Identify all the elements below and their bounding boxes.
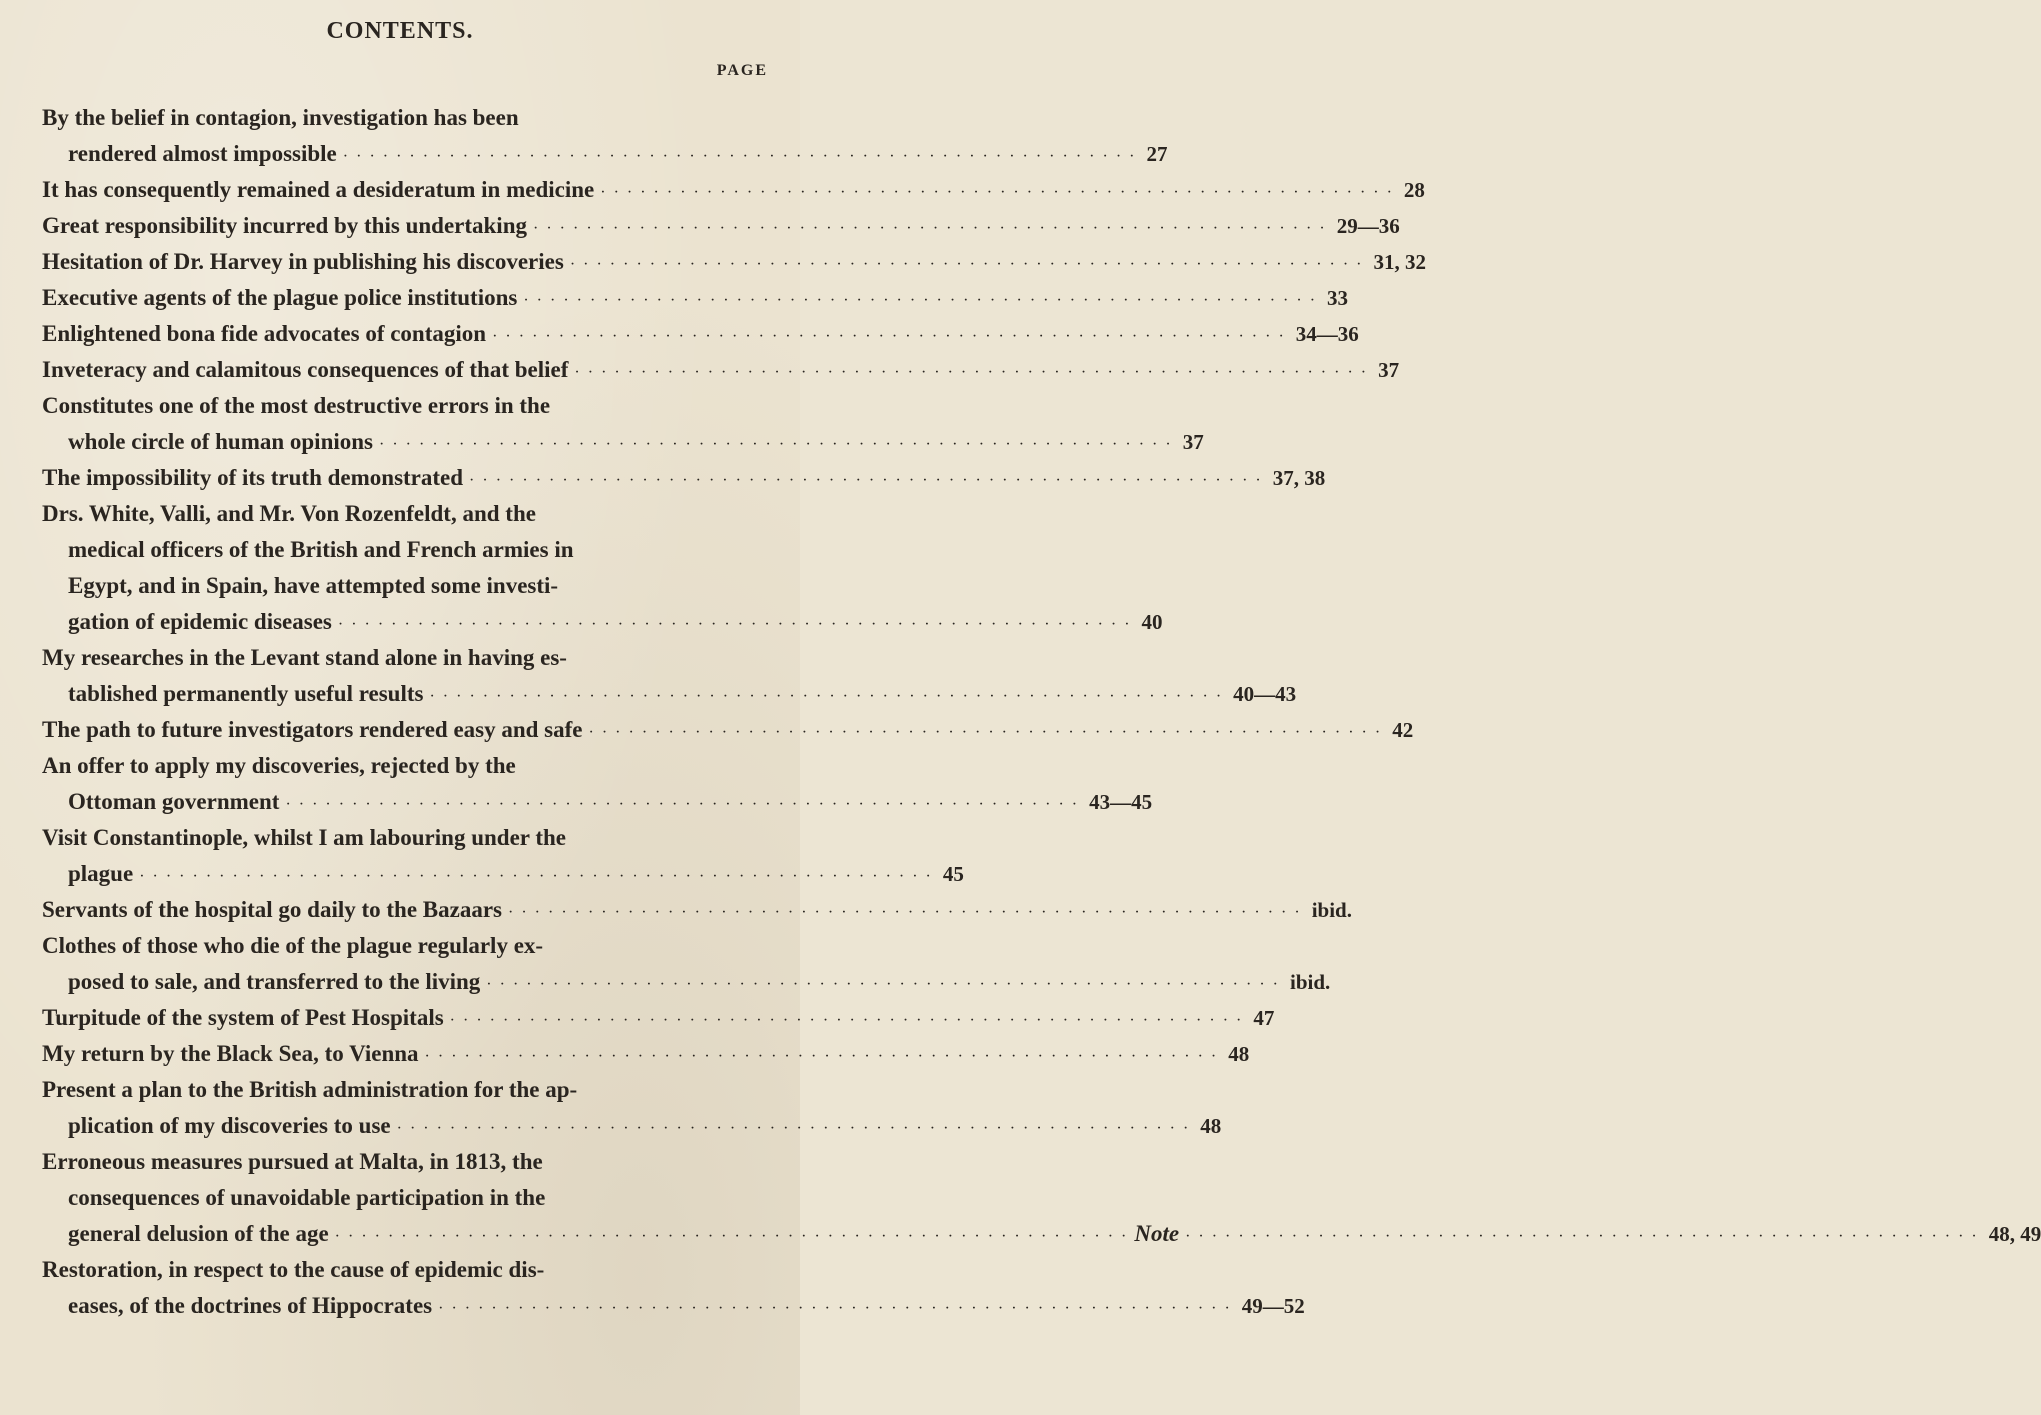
entry-text: Erroneous measures pursued at Malta, in 1813, the — [42, 1149, 543, 1174]
contents-entry — [42, 1000, 1275, 1036]
entry-note: Note — [1134, 1221, 1180, 1246]
leader-dots — [1179, 1219, 1985, 1255]
entry-page: 28 — [1403, 178, 1425, 202]
contents-entry — [42, 496, 1163, 640]
leader-dots — [527, 211, 1333, 247]
entry-text: Ottoman government — [68, 789, 280, 814]
entry-page: 27 — [1146, 142, 1168, 166]
leader-dots — [419, 1039, 1225, 1075]
entry-text: My return by the Black Sea, to Vienna — [42, 1041, 419, 1066]
entry-text: consequences of unavoidable participation in the — [68, 1185, 546, 1210]
entry-text: posed to sale, and transferred to the living — [68, 969, 481, 994]
entry-text: general delusion of the age — [68, 1221, 329, 1246]
entry-text: It has consequently remained a desideratum in medicine — [42, 177, 595, 202]
entry-text: My researches in the Levant stand alone in having es- — [42, 645, 567, 670]
entry-page: 37 — [1378, 358, 1400, 382]
leader-dots — [480, 967, 1286, 1003]
leader-dots — [517, 283, 1323, 319]
leader-dots — [279, 787, 1085, 823]
entry-text: Drs. White, Valli, and Mr. Von Rozenfeldt, and the — [42, 501, 536, 526]
entry-text: plication of my discoveries to use — [68, 1113, 391, 1138]
contents-entry — [42, 100, 1168, 172]
entry-text: Great responsibility incurred by this undertaking — [42, 213, 527, 238]
entry-text: tablished permanently useful results — [68, 681, 424, 706]
entry-page: 40 — [1141, 610, 1163, 634]
entry-text: Visit Constantinople, whilst I am labouring under the — [42, 825, 566, 850]
contents-entry — [42, 928, 1331, 1000]
entry-page: ibid. — [1311, 898, 1352, 922]
contents-entry — [42, 280, 1349, 316]
contents-list — [42, 100, 2041, 1324]
entry-text: whole circle of human opinions — [68, 429, 373, 454]
leader-dots — [332, 607, 1138, 643]
contents-entry — [42, 640, 1297, 712]
leader-dots — [373, 427, 1179, 463]
entry-page: 42 — [1392, 718, 1414, 742]
contents-entry — [42, 172, 1425, 208]
leader-dots — [486, 319, 1292, 355]
page-column-label: PAGE — [716, 62, 768, 79]
contents-entry — [42, 316, 1359, 352]
leader-dots — [337, 139, 1143, 175]
entry-page: 48, 49 — [1988, 1222, 2041, 1246]
entry-text: Constitutes one of the most destructive errors in the — [42, 393, 551, 418]
entry-page: 47 — [1253, 1006, 1275, 1030]
leader-dots — [391, 1111, 1197, 1147]
entry-text: rendered almost impossible — [68, 141, 337, 166]
contents-entry — [42, 748, 1153, 820]
contents-entry — [42, 712, 1414, 748]
entry-page: 29—36 — [1336, 214, 1400, 238]
entry-text: Servants of the hospital go daily to the Bazaars — [42, 897, 502, 922]
entry-text: Executive agents of the plague police institutions — [42, 285, 518, 310]
contents-entry — [42, 388, 1204, 460]
entry-text: eases, of the doctrines of Hippocrates — [68, 1293, 433, 1318]
entry-text: gation of epidemic diseases — [68, 609, 332, 634]
leader-dots — [502, 895, 1308, 931]
entry-page: 43—45 — [1089, 790, 1153, 814]
contents-entry — [42, 820, 964, 892]
leader-dots — [432, 1291, 1238, 1327]
entry-text: The impossibility of its truth demonstrated — [42, 465, 464, 490]
leader-dots — [594, 175, 1400, 211]
entry-text: Present a plan to the British administration for the ap- — [42, 1077, 578, 1102]
leader-dots — [444, 1003, 1250, 1039]
contents-entry — [42, 352, 1400, 388]
entry-text: Enlightened bona fide advocates of contagion — [42, 321, 487, 346]
entry-page: 48 — [1200, 1114, 1222, 1138]
contents-entry — [42, 208, 1400, 244]
entry-text: Turpitude of the system of Pest Hospitals — [42, 1005, 444, 1030]
contents-entry — [42, 460, 1326, 496]
entry-page: 40—43 — [1233, 682, 1297, 706]
entry-page: 31, 32 — [1373, 250, 1426, 274]
entry-text: The path to future investigators rendered easy and safe — [42, 717, 583, 742]
contents-entry — [42, 892, 1352, 928]
entry-page: 37, 38 — [1272, 466, 1326, 490]
leader-dots — [583, 715, 1389, 751]
leader-dots — [329, 1219, 1135, 1255]
entry-page: 37 — [1182, 430, 1204, 454]
contents-entry — [42, 1252, 1305, 1324]
contents-entry — [42, 1144, 2041, 1252]
contents-entry — [42, 244, 1426, 280]
entry-text: Inveteracy and calamitous consequences of that belief — [42, 357, 569, 382]
entry-text: An offer to apply my discoveries, rejected by the — [42, 753, 516, 778]
leader-dots — [564, 247, 1370, 283]
entry-page: 45 — [942, 862, 964, 886]
entry-text: By the belief in contagion, investigation has been — [42, 105, 519, 130]
entry-text: medical officers of the British and French armies in — [68, 537, 574, 562]
leader-dots — [423, 679, 1229, 715]
entry-page: 48 — [1228, 1042, 1250, 1066]
entry-page: 33 — [1327, 286, 1349, 310]
entry-page: ibid. — [1289, 970, 1331, 994]
entry-text: Hesitation of Dr. Harvey in publishing his discoveries — [42, 249, 564, 274]
entry-page: 49—52 — [1241, 1294, 1305, 1318]
leader-dots — [568, 355, 1374, 391]
leader-dots — [133, 859, 939, 895]
leader-dots — [463, 463, 1269, 499]
entry-text: plague — [68, 861, 134, 886]
entry-text: Clothes of those who die of the plague regularly ex- — [42, 933, 544, 958]
contents-entry — [42, 1036, 1250, 1072]
entry-page: 34—36 — [1295, 322, 1359, 346]
entry-text: Egypt, and in Spain, have attempted some investi- — [68, 573, 559, 598]
contents-entry — [42, 1072, 1222, 1144]
entry-text: Restoration, in respect to the cause of epidemic dis- — [42, 1257, 545, 1282]
page-heading: CONTENTS. — [326, 18, 474, 44]
